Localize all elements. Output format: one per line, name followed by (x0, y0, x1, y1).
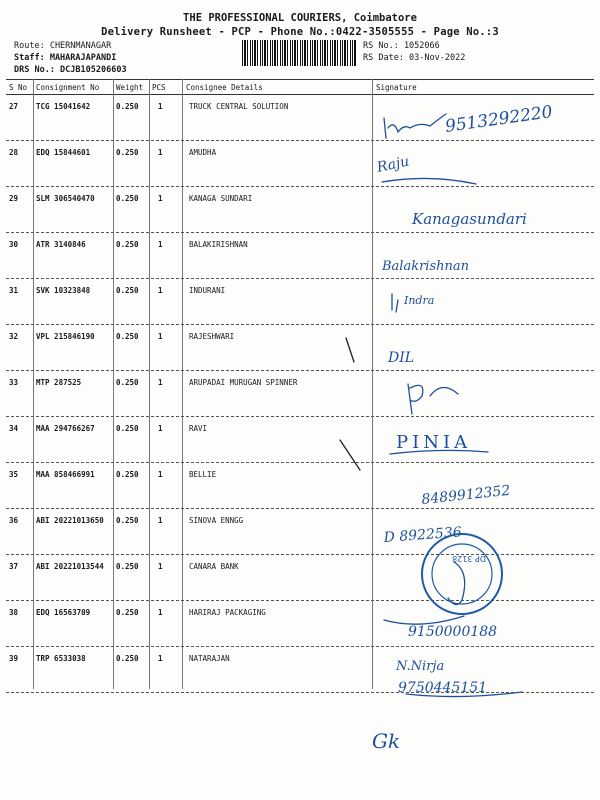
row-sno: 35 (9, 470, 19, 479)
row-consignee: AMUDHA (189, 148, 217, 157)
row-consignment-no: ABI 20221013650 (36, 516, 104, 525)
row-consignment-no: SLM 306540470 (36, 194, 95, 203)
row-pcs: 1 (158, 654, 163, 663)
row-pcs: 1 (158, 562, 163, 571)
row-consignee: HARIRAJ PACKAGING (189, 608, 266, 617)
row-consignee: TRUCK CENTRAL SOLUTION (189, 102, 289, 111)
signature-stroke-37 (448, 562, 465, 605)
col-sno: S No (9, 83, 28, 92)
row-consignment-no: MTP 287525 (36, 378, 82, 387)
row-consignee: RAVI (189, 424, 208, 433)
row-sno: 37 (9, 562, 19, 571)
row-weight: 0.250 (116, 194, 139, 203)
row-pcs: 1 (158, 240, 163, 249)
row-consignment-no: ATR 3140846 (36, 240, 86, 249)
row-sno: 27 (9, 102, 19, 111)
row-pcs: 1 (158, 378, 163, 387)
col-consignee: Consignee Details (186, 83, 263, 92)
row-weight: 0.250 (116, 562, 139, 571)
row-weight: 0.250 (116, 654, 139, 663)
route-label: Route: CHERNMANAGAR (14, 41, 112, 51)
row-sno: 32 (9, 332, 19, 341)
signature-36: D 8922536 (383, 524, 463, 546)
row-weight: 0.250 (116, 286, 139, 295)
row-consignee: NATARAJAN (189, 654, 230, 663)
drs-label: DRS No.: DCJB105206603 (14, 65, 127, 75)
col-consignment: Consignment No (36, 83, 100, 92)
row-consignee: BALAKIRISHNAN (189, 240, 248, 249)
signature-30: Balakrishnan (382, 259, 470, 274)
row-consignee: SINOVA ENNGG (189, 516, 244, 525)
row-pcs: 1 (158, 470, 163, 479)
row-consignment-no: TCG 15041642 (36, 102, 91, 111)
row-weight: 0.250 (116, 470, 139, 479)
row-consignment-no: VPL 215846190 (36, 332, 95, 341)
handwriting (340, 114, 522, 697)
signature-27: 9513292220 (443, 102, 554, 137)
signature-39-phone: 9750445151 (398, 680, 488, 696)
row-pcs: 1 (158, 194, 163, 203)
row-consignment-no: MAA 858466991 (36, 470, 95, 479)
signature-stroke-38 (384, 616, 464, 624)
signature-stroke-33 (408, 384, 458, 414)
row-weight: 0.250 (116, 608, 139, 617)
row-sno: 39 (9, 654, 19, 663)
row-weight: 0.250 (116, 516, 139, 525)
rs-no-label: RS No.: 1052066 (363, 41, 440, 51)
row-sno: 29 (9, 194, 19, 203)
row-sno: 33 (9, 378, 19, 387)
row-sno: 31 (9, 286, 19, 295)
row-weight: 0.250 (116, 148, 139, 157)
runsheet-header-title: THE PROFESSIONAL COURIERS, Coimbatore (183, 12, 417, 24)
row-consignment-no: EDQ 15844601 (36, 148, 91, 157)
row-consignee: CANARA BANK (189, 562, 239, 571)
row-pcs: 1 (158, 608, 163, 617)
signature-29: Kanagasundari (412, 210, 527, 228)
row-consignment-no: TRP 6533038 (36, 654, 86, 663)
signature-38: 9150000188 (408, 624, 498, 640)
col-weight: Weight (116, 83, 144, 92)
row-weight: 0.250 (116, 332, 139, 341)
row-consignment-no: SVK 10323848 (36, 286, 91, 295)
signature-stroke-27 (384, 114, 446, 138)
footer-initials: Gk (372, 729, 401, 753)
row-consignee: KANAGA SUNDARI (189, 194, 253, 203)
row-sno: 28 (9, 148, 19, 157)
tick-mark-32 (346, 338, 354, 362)
stamp-text: DP 3128 (452, 554, 486, 563)
signature-39-name: N.Nirja (396, 659, 445, 674)
row-pcs: 1 (158, 286, 163, 295)
row-pcs: 1 (158, 148, 163, 157)
signature-35: 8489912352 (420, 482, 512, 508)
handwritten-text (372, 102, 554, 753)
signature-34: PINIA (396, 432, 472, 453)
signature-28: Raju (375, 153, 411, 176)
rubber-stamp (422, 534, 502, 614)
row-consignee: INDURANI (189, 286, 226, 295)
signature-32: DIL (388, 350, 415, 366)
row-pcs: 1 (158, 424, 163, 433)
rs-date-label: RS Date: 03-Nov-2022 (363, 53, 466, 63)
row-consignment-no: ABI 20221013544 (36, 562, 104, 571)
row-pcs: 1 (158, 102, 163, 111)
staff-label: Staff: MAHARAJAPANDI (14, 53, 117, 63)
runsheet-header-subtitle: Delivery Runsheet - PCP - Phone No.:0422-3505555 - Page No.:3 (101, 26, 499, 38)
row-weight: 0.250 (116, 102, 139, 111)
row-pcs: 1 (158, 516, 163, 525)
row-sno: 36 (9, 516, 19, 525)
row-consignment-no: EDQ 16563709 (36, 608, 91, 617)
row-sno: 38 (9, 608, 19, 617)
row-consignee: BELLIE (189, 470, 217, 479)
col-signature: Signature (376, 83, 417, 92)
row-weight: 0.250 (116, 378, 139, 387)
row-sno: 34 (9, 424, 19, 433)
row-weight: 0.250 (116, 424, 139, 433)
row-consignee: RAJESHWARI (189, 332, 235, 341)
tick-mark-35 (340, 440, 360, 470)
signature-stroke-31 (392, 294, 398, 312)
row-weight: 0.250 (116, 240, 139, 249)
col-pcs: PCS (152, 83, 166, 92)
row-consignment-no: MAA 294766267 (36, 424, 95, 433)
signature-stroke-28 (382, 178, 476, 184)
signature-31: Indra (404, 294, 435, 307)
row-consignee: ARUPADAI MURUGAN SPINNER (189, 378, 298, 387)
row-pcs: 1 (158, 332, 163, 341)
row-sno: 30 (9, 240, 19, 249)
